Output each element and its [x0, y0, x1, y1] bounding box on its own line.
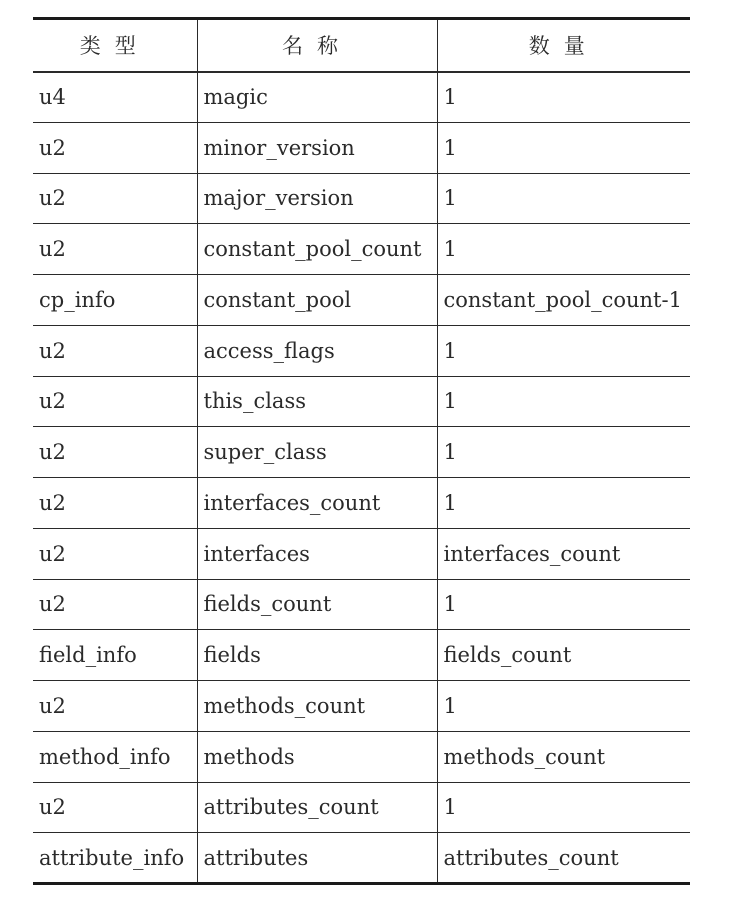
table-row	[33, 224, 690, 275]
cell-count: 1	[437, 681, 690, 732]
table-row	[33, 579, 690, 630]
cell-name: fields	[197, 630, 437, 681]
cell-type: u2	[33, 681, 197, 732]
cell-count: 1	[437, 427, 690, 478]
cell-name: minor_version	[197, 122, 437, 173]
table-row	[33, 528, 690, 579]
cell-count: 1	[437, 376, 690, 427]
cell-name: major_version	[197, 173, 437, 224]
cell-type: u4	[33, 72, 197, 123]
table-row	[33, 478, 690, 529]
table-row	[33, 72, 690, 123]
cell-name: interfaces	[197, 528, 437, 579]
cell-name: magic	[197, 72, 437, 123]
cell-count: constant_pool_count-1	[437, 275, 690, 326]
cell-type: u2	[33, 528, 197, 579]
cell-count: 1	[437, 224, 690, 275]
table-row	[33, 731, 690, 782]
cell-name: constant_pool_count	[197, 224, 437, 275]
cell-type: u2	[33, 224, 197, 275]
table-row	[33, 681, 690, 732]
cell-count: methods_count	[437, 731, 690, 782]
cell-name: super_class	[197, 427, 437, 478]
table-row	[33, 376, 690, 427]
table-row	[33, 275, 690, 326]
cell-name: access_flags	[197, 325, 437, 376]
cell-type: u2	[33, 376, 197, 427]
cell-type: attribute_info	[33, 833, 197, 884]
cell-name: this_class	[197, 376, 437, 427]
cell-count: 1	[437, 173, 690, 224]
cell-count: attributes_count	[437, 833, 690, 884]
cell-count: 1	[437, 478, 690, 529]
header-name: 名称	[197, 19, 437, 72]
cell-name: methods_count	[197, 681, 437, 732]
cell-type: u2	[33, 782, 197, 833]
table-row	[33, 325, 690, 376]
table-row	[33, 782, 690, 833]
cell-name: interfaces_count	[197, 478, 437, 529]
cell-count: 1	[437, 122, 690, 173]
table-row	[33, 833, 690, 884]
header-row	[33, 19, 690, 72]
class-file-structure-table-container	[33, 17, 690, 885]
cell-count: interfaces_count	[437, 528, 690, 579]
cell-count: 1	[437, 72, 690, 123]
table-row	[33, 122, 690, 173]
cell-type: u2	[33, 427, 197, 478]
table-header	[33, 19, 690, 72]
cell-name: fields_count	[197, 579, 437, 630]
cell-type: field_info	[33, 630, 197, 681]
cell-count: fields_count	[437, 630, 690, 681]
cell-type: u2	[33, 478, 197, 529]
cell-type: method_info	[33, 731, 197, 782]
table-row	[33, 173, 690, 224]
cell-type: u2	[33, 579, 197, 630]
cell-count: 1	[437, 325, 690, 376]
table-row	[33, 427, 690, 478]
cell-name: attributes	[197, 833, 437, 884]
class-file-structure-table	[33, 17, 690, 885]
cell-count: 1	[437, 782, 690, 833]
cell-type: u2	[33, 173, 197, 224]
cell-type: u2	[33, 122, 197, 173]
cell-name: attributes_count	[197, 782, 437, 833]
table-row	[33, 630, 690, 681]
cell-count: 1	[437, 579, 690, 630]
header-type: 类型	[33, 19, 197, 72]
cell-name: methods	[197, 731, 437, 782]
cell-type: u2	[33, 325, 197, 376]
cell-type: cp_info	[33, 275, 197, 326]
header-count: 数量	[437, 19, 690, 72]
table-body	[33, 72, 690, 884]
cell-name: constant_pool	[197, 275, 437, 326]
